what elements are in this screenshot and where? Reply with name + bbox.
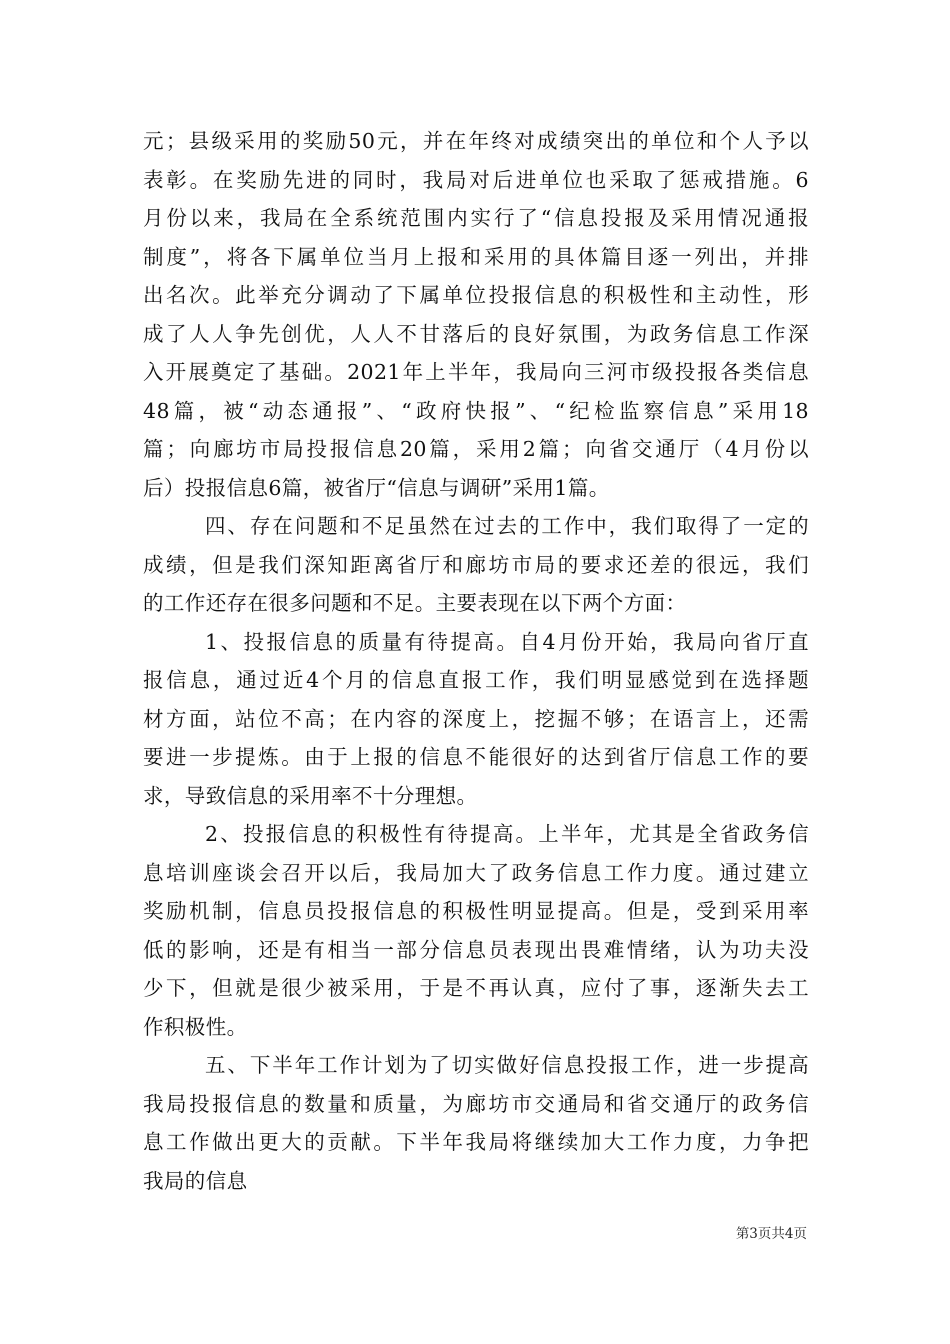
- text-line: 作积极性。: [143, 1014, 248, 1039]
- text-line: 成绩，但是我们深知距离省厅和廊坊市局的要求还差的很远，我们: [143, 552, 809, 577]
- text-line: 成了人人争先创优，人人不甘落后的良好氛围，为政务信息工作深: [143, 321, 809, 346]
- text-line: 求，导致信息的采用率不十分理想。: [143, 783, 478, 808]
- text-line: 材方面，站位不高；在内容的深度上，挖掘不够；在语言上，还需: [143, 706, 809, 731]
- text-line: 元；县级采用的奖励50元，并在年终对成绩突出的单位和个人予以: [143, 129, 809, 153]
- text-line: 我局的信息: [143, 1168, 248, 1193]
- text-line: 48篇，被“动态通报”、“政府快报”、“纪检监察信息”采用18: [143, 398, 809, 423]
- text-line: 制度”，将各下属单位当月上报和采用的具体篇目逐一列出，并排: [143, 244, 809, 269]
- text-line: 四、存在问题和不足虽然在过去的工作中，我们取得了一定的: [205, 514, 809, 538]
- text-line: 报信息，通过近4个月的信息直报工作，我们明显感觉到在选择题: [143, 668, 809, 692]
- text-line: 入开展奠定了基础。2021年上半年，我局向三河市级投报各类信息: [143, 360, 809, 384]
- document-body: [143, 122, 809, 1200]
- text-line: 篇；向廊坊市局投报信息20篇，采用2篇；向省交通厅（4月份以: [143, 437, 809, 461]
- text-line: 后）投报信息6篇，被省厅“信息与调研”采用1篇。: [143, 475, 610, 500]
- text-line: 2、投报信息的积极性有待提高。上半年，尤其是全省政务信: [205, 822, 809, 846]
- text-line: 奖励机制，信息员投报信息的积极性明显提高。但是，受到采用率: [143, 899, 809, 923]
- text-line: 息工作做出更大的贡献。下半年我局将继续加大工作力度，力争把: [143, 1130, 809, 1154]
- text-line: 要进一步提炼。由于上报的信息不能很好的达到省厅信息工作的要: [143, 745, 809, 769]
- text-line: 表彰。在奖励先进的同时，我局对后进单位也采取了惩戒措施。6: [143, 167, 809, 192]
- page-number: 第3页共4页: [735, 1226, 807, 1242]
- text-line: 五、下半年工作计划为了切实做好信息投报工作，进一步提高: [205, 1053, 809, 1077]
- text-line: 我局投报信息的数量和质量，为廊坊市交通局和省交通厅的政务信: [143, 1091, 809, 1116]
- text-line: 息培训座谈会召开以后，我局加大了政务信息工作力度。通过建立: [143, 860, 809, 885]
- text-line: 1、投报信息的质量有待提高。自4月份开始，我局向省厅直: [205, 629, 809, 654]
- text-line: 出名次。此举充分调动了下属单位投报信息的积极性和主动性，形: [143, 283, 809, 307]
- text-line: 的工作还存在很多问题和不足。主要表现在以下两个方面：: [143, 591, 687, 615]
- text-line: 月份以来，我局在全系统范围内实行了“信息投报及采用情况通报: [143, 206, 809, 230]
- text-line: 少下，但就是很少被采用，于是不再认真，应付了事，逐渐失去工: [143, 976, 809, 1000]
- text-line: 低的影响，还是有相当一部分信息员表现出畏难情绪，认为功夫没: [143, 937, 809, 962]
